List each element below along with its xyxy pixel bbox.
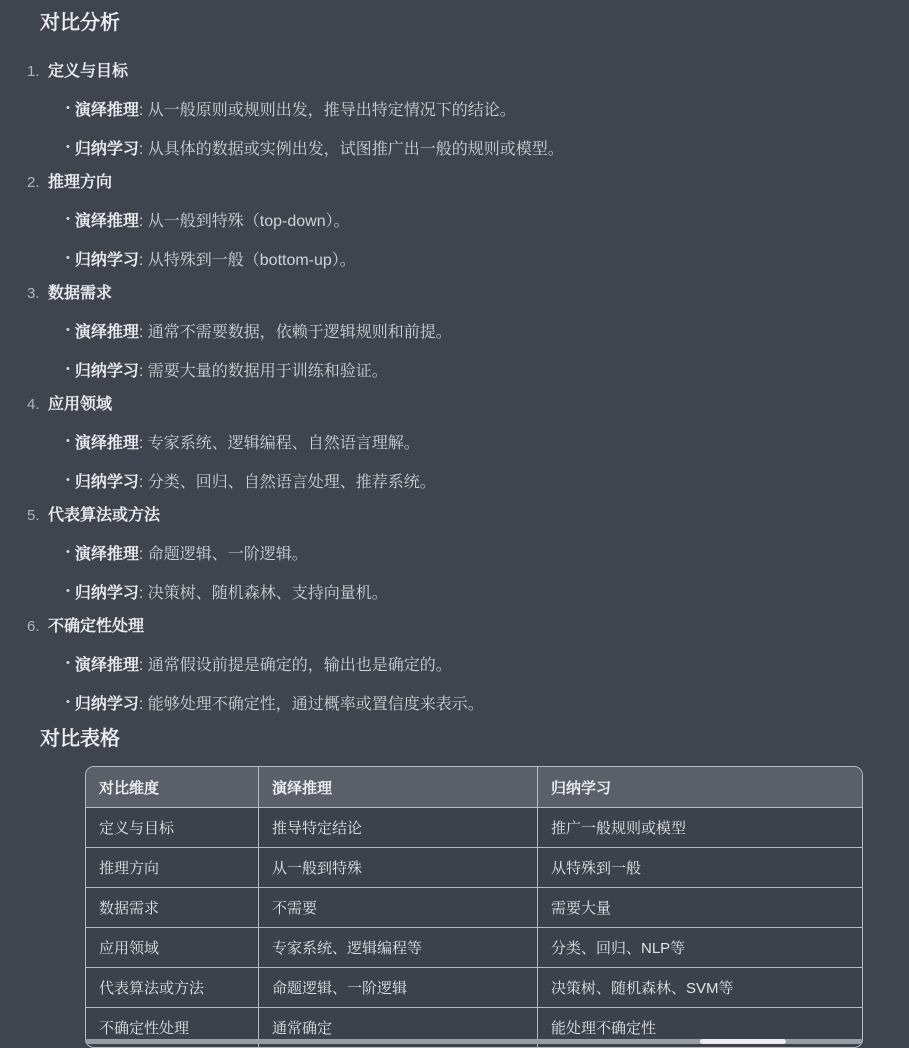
- table-cell: 不需要: [258, 888, 537, 927]
- bullet-point: [66, 542, 909, 565]
- point-term: 归纳学习: [74, 252, 139, 269]
- bullet-icon: •: [66, 657, 70, 669]
- point-colon: :: [138, 435, 148, 452]
- point-term: 演绎推理: [74, 657, 139, 674]
- bullet-point: [66, 692, 909, 715]
- table-header-cell: 演绎推理: [258, 767, 537, 807]
- table-row: [86, 887, 862, 927]
- list-item: [0, 173, 909, 271]
- point-text: 通常不需要数据，依赖于逻辑规则和前提。: [147, 324, 452, 341]
- list-item-title: 不确定性处理: [48, 618, 145, 635]
- table-cell: 能处理不确定性: [537, 1008, 862, 1047]
- list-item-title: 推理方向: [48, 174, 113, 191]
- table-row: [86, 807, 862, 847]
- point-colon: :: [138, 252, 148, 269]
- table-cell: 推理方向: [99, 860, 160, 877]
- bullet-icon: •: [66, 213, 70, 225]
- list-item-number: 2.: [27, 174, 40, 191]
- point-text: 从特殊到一般（bottom-up）。: [147, 252, 356, 269]
- point-colon: :: [138, 141, 148, 158]
- table-header-cell: 归纳学习: [537, 767, 862, 807]
- point-text: 通常假设前提是确定的，输出也是确定的。: [147, 657, 452, 674]
- comparison-table: [85, 766, 863, 1048]
- bullet-icon: •: [66, 102, 70, 114]
- list-item-number: 5.: [27, 507, 40, 524]
- point-colon: :: [138, 696, 148, 713]
- point-colon: :: [138, 474, 148, 491]
- point-colon: :: [138, 585, 148, 602]
- bullet-icon: •: [66, 696, 70, 708]
- analysis-section-title: 对比分析: [40, 12, 120, 34]
- point-text: 专家系统、逻辑编程、自然语言理解。: [147, 435, 420, 452]
- point-term: 演绎推理: [74, 102, 139, 119]
- table-cell: 推广一般规则或模型: [537, 808, 862, 847]
- table-section-title: 对比表格: [40, 728, 120, 750]
- table-cell: 推导特定结论: [258, 808, 537, 847]
- point-term: 归纳学习: [74, 363, 139, 380]
- bullet-point: [66, 209, 909, 232]
- point-text: 命题逻辑、一阶逻辑。: [147, 546, 308, 563]
- list-item: [0, 284, 909, 382]
- point-text: 需要大量的数据用于训练和验证。: [147, 363, 388, 380]
- table-cell: 通常确定: [258, 1008, 537, 1047]
- bullet-point: [66, 470, 909, 493]
- table-cell: 应用领域: [99, 940, 160, 957]
- table-cell: 数据需求: [99, 900, 160, 917]
- list-item: [0, 617, 909, 715]
- bullet-point: [66, 98, 909, 121]
- list-item: [0, 506, 909, 604]
- horizontal-scrollbar-thumb[interactable]: [700, 1039, 786, 1044]
- bullet-icon: •: [66, 546, 70, 558]
- point-colon: :: [138, 324, 148, 341]
- bullet-icon: •: [66, 474, 70, 486]
- point-text: 决策树、随机森林、支持向量机。: [147, 585, 388, 602]
- point-term: 归纳学习: [74, 696, 139, 713]
- point-term: 演绎推理: [74, 546, 139, 563]
- point-colon: :: [138, 102, 148, 119]
- list-item-title: 定义与目标: [48, 63, 129, 80]
- list-item-number: 1.: [27, 63, 40, 80]
- bullet-icon: •: [66, 141, 70, 153]
- table-cell: 从一般到特殊: [258, 848, 537, 887]
- point-text: 能够处理不确定性，通过概率或置信度来表示。: [147, 696, 484, 713]
- point-text: 分类、回归、自然语言处理、推荐系统。: [147, 474, 436, 491]
- bullet-icon: •: [66, 585, 70, 597]
- bullet-icon: •: [66, 363, 70, 375]
- point-text: 从一般原则或规则出发，推导出特定情况下的结论。: [147, 102, 516, 119]
- point-colon: :: [138, 657, 148, 674]
- point-term: 归纳学习: [74, 585, 139, 602]
- table-cell: 不确定性处理: [99, 1020, 190, 1037]
- table-header-row: [86, 767, 862, 807]
- bullet-icon: •: [66, 252, 70, 264]
- point-colon: :: [138, 546, 148, 563]
- bullet-point: [66, 359, 909, 382]
- table-cell: 定义与目标: [99, 820, 175, 837]
- table-header-cell: 对比维度: [99, 779, 160, 797]
- point-colon: :: [138, 213, 148, 230]
- table-cell: 命题逻辑、一阶逻辑: [258, 968, 537, 1007]
- table-cell: 从特殊到一般: [537, 848, 862, 887]
- list-item-number: 6.: [27, 618, 40, 635]
- table-row: [86, 967, 862, 1007]
- table-row: [86, 847, 862, 887]
- table-cell: 专家系统、逻辑编程等: [258, 928, 537, 967]
- point-text: 从具体的数据或实例出发，试图推广出一般的规则或模型。: [147, 141, 564, 158]
- point-term: 演绎推理: [74, 324, 139, 341]
- bullet-icon: •: [66, 324, 70, 336]
- point-text: 从一般到特殊（top-down）。: [147, 213, 350, 230]
- bullet-point: [66, 431, 909, 454]
- point-term: 归纳学习: [74, 141, 139, 158]
- bullet-point: [66, 137, 909, 160]
- analysis-list: [0, 62, 909, 715]
- list-item: [0, 395, 909, 493]
- bullet-point: [66, 248, 909, 271]
- table-row: [86, 927, 862, 967]
- list-item-number: 3.: [27, 285, 40, 302]
- list-item-title: 数据需求: [48, 285, 113, 302]
- bullet-point: [66, 581, 909, 604]
- point-colon: :: [138, 363, 148, 380]
- list-item-title: 代表算法或方法: [48, 507, 161, 524]
- point-term: 归纳学习: [74, 474, 139, 491]
- bullet-point: [66, 320, 909, 343]
- list-item-number: 4.: [27, 396, 40, 413]
- table-cell: 代表算法或方法: [99, 980, 205, 997]
- list-item-title: 应用领域: [48, 396, 113, 413]
- table-cell: 分类、回归、NLP等: [537, 928, 862, 967]
- table-cell: 需要大量: [537, 888, 862, 927]
- point-term: 演绎推理: [74, 435, 139, 452]
- table-cell: 决策树、随机森林、SVM等: [537, 968, 862, 1007]
- bullet-point: [66, 653, 909, 676]
- point-term: 演绎推理: [74, 213, 139, 230]
- list-item: [0, 62, 909, 160]
- bullet-icon: •: [66, 435, 70, 447]
